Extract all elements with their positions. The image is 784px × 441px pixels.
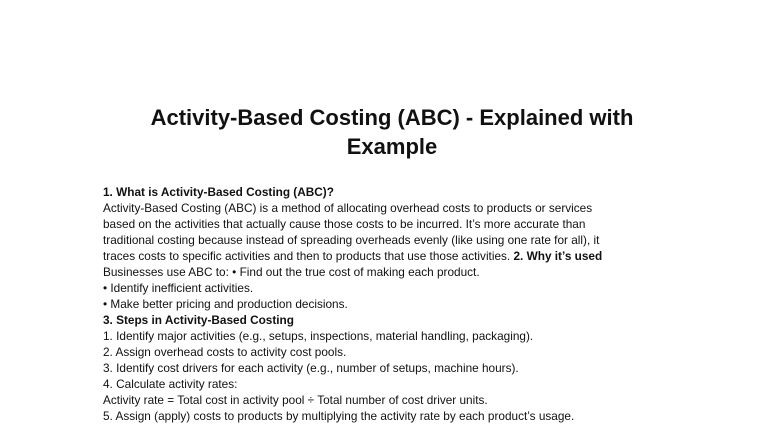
- paragraph-line: Businesses use ABC to: • Find out the true cost of making each product.: [103, 265, 480, 279]
- step-item: 2. Assign overhead costs to activity cost pools.: [103, 345, 347, 359]
- paragraph-line: based on the activities that actually cause those costs to be incurred. It’s more accurate than: [103, 217, 586, 231]
- step-item: 3. Identify cost drivers for each activity (e.g., number of setups, machine hours).: [103, 361, 519, 375]
- formula-line: Activity rate = Total cost in activity pool ÷ Total number of cost driver units.: [103, 393, 488, 407]
- bullet-item: • Identify inefficient activities.: [103, 281, 254, 295]
- step-item: 1. Identify major activities (e.g., setups, inspections, material handling, packaging).: [103, 329, 534, 343]
- paragraph-line: traditional costing because instead of spreading overheads evenly (like using one rate for all), it: [103, 233, 600, 247]
- section-heading-steps: 3. Steps in Activity-Based Costing: [103, 313, 294, 327]
- step-item: 5. Assign (apply) costs to products by multiplying the activity rate by each product’s usage.: [103, 409, 575, 423]
- title-line-1: Activity-Based Costing (ABC) - Explained with: [150, 105, 634, 130]
- section-heading-what-is-abc: 1. What is Activity-Based Costing (ABC)?: [103, 185, 334, 199]
- document-body: [103, 184, 773, 424]
- step-item: 4. Calculate activity rates:: [103, 377, 238, 391]
- document-title: [0, 103, 784, 161]
- title-line-2: Example: [346, 134, 438, 159]
- paragraph-line-with-heading: [103, 248, 773, 264]
- bullet-item: • Make better pricing and production decisions.: [103, 297, 348, 311]
- paragraph-text: traces costs to specific activities and then to products that use those activities.: [103, 249, 511, 263]
- paragraph-line: Activity-Based Costing (ABC) is a method of allocating overhead costs to products or services: [103, 201, 593, 215]
- section-heading-why-used: 2. Why it’s used: [513, 249, 603, 263]
